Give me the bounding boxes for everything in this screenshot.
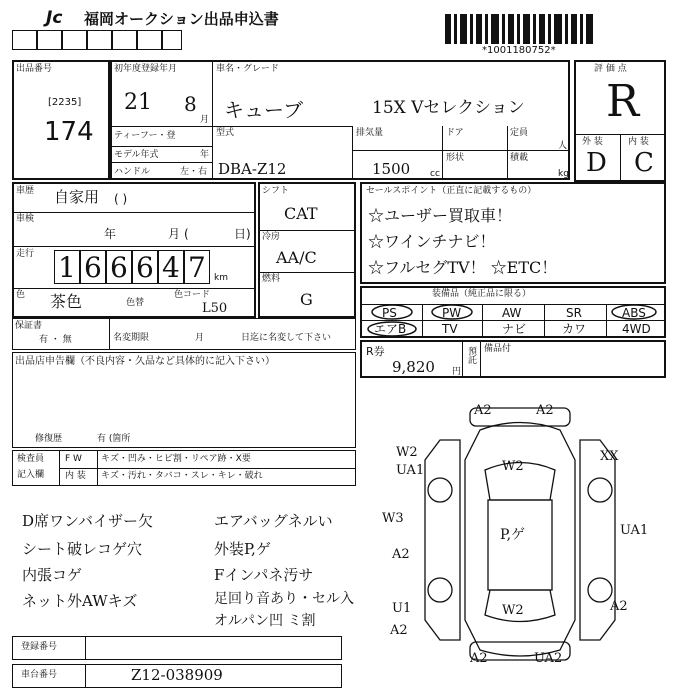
equip-airbag: エアB <box>374 322 407 336</box>
diagram-mark-15: A2 <box>470 651 488 666</box>
color-code: L50 <box>202 301 228 316</box>
interior-score: C <box>634 148 654 178</box>
equip-abs: ABS <box>622 306 646 320</box>
note-right-4: 足回り音あり・セル入 <box>214 591 354 607</box>
car-name: キューブ <box>224 98 303 122</box>
sales-point-2: ☆ワインチナビ！ <box>368 232 496 251</box>
note-left-3: 内張コゲ <box>22 566 83 584</box>
diagram-mark-4: UA1 <box>396 463 425 478</box>
mileage-digit-4: 6 <box>136 251 154 284</box>
diagram-mark-2: A2 <box>536 403 554 418</box>
specs-box <box>258 182 356 318</box>
car-grade: 15X Vセレクション <box>372 98 525 118</box>
equip-sr: SR <box>566 306 582 320</box>
lot-number: 174 <box>44 117 94 147</box>
note-right-3: Fインパネ汚サ <box>214 566 314 584</box>
reg-month: 8 <box>184 92 197 116</box>
mileage-digit-3: 6 <box>110 251 128 284</box>
equip-pw: PW <box>442 306 462 320</box>
fuel-value: G <box>300 290 313 309</box>
color-value: 茶色 <box>50 292 83 311</box>
sales-points-box <box>360 182 666 284</box>
diagram-mark-7: W3 <box>382 511 404 526</box>
sales-point-1: ☆ユーザー買取車！ <box>368 206 513 225</box>
diagram-mark-9: UA1 <box>620 523 649 538</box>
car-type-label: 型式 <box>216 128 235 138</box>
equipment-box <box>360 286 666 338</box>
fw-items: キズ・凹み・ヒビ割・リペア跡・X要 <box>101 454 251 464</box>
diagram-mark-8: P,ゲ <box>500 527 526 543</box>
warranty-options: 有 ・ 無 <box>39 335 72 345</box>
notes-label: 出品店申告欄（不良内容・久品など具体的に記入下さい） <box>15 356 275 367</box>
mileage-label: 走行 <box>16 249 35 259</box>
equipment-label: 装備品（純正品に限る） <box>432 289 532 299</box>
diagram-mark-5: XX <box>600 449 619 464</box>
exterior-score: D <box>586 148 607 178</box>
capacity-label: 定員 <box>510 128 529 138</box>
load-label: 積載 <box>510 153 529 163</box>
equip-ps: PS <box>382 306 397 320</box>
auction-logo: Jc <box>46 8 63 28</box>
diagram-mark-10: A2 <box>392 547 410 562</box>
lot-box <box>12 60 110 180</box>
recycle-unit: 円 <box>452 367 462 377</box>
sales-point-3: ☆フルセグTV！ ☆ETC！ <box>368 258 558 277</box>
barcode <box>445 14 595 44</box>
usage-box <box>12 182 256 318</box>
diagram-mark-1: A2 <box>474 403 492 418</box>
grade-label: 評 価 点 <box>594 64 627 74</box>
equip-tv: TV <box>442 322 458 336</box>
grade-box <box>574 60 666 182</box>
chassis-number: Z12-038909 <box>131 666 223 684</box>
note-right-2: 外装P,ゲ <box>214 540 271 558</box>
equip-4wd: 4WD <box>622 322 651 336</box>
equip-aw: AW <box>502 306 522 320</box>
diagram-mark-14: A2 <box>610 599 628 614</box>
mileage-digit-1: 1 <box>58 251 76 284</box>
reg-number-box <box>12 636 342 660</box>
teefu-label: ティーフー・登 <box>114 131 176 141</box>
diagram-mark-16: UA2 <box>534 651 563 666</box>
transfer-label: 名変期限 <box>113 333 150 343</box>
accessories-label: 備品付 <box>484 344 512 354</box>
mileage-digit-6: 7 <box>188 251 206 284</box>
repair-options: 有 (箇所 <box>97 434 131 444</box>
barcode-text: *1001180752* <box>482 45 556 56</box>
note-right-5: オルパン凹 ミ割 <box>214 613 316 629</box>
car-type: DBA-Z12 <box>218 160 287 178</box>
sales-points-label: セールスポイント（正直に記載するもの） <box>366 186 537 196</box>
interior-label: 内 装 <box>628 137 649 147</box>
mileage-digit-5: 4 <box>162 251 180 284</box>
diagram-mark-11: U1 <box>392 601 412 616</box>
inspection-month-unit: 月 <box>168 227 181 241</box>
report-label: 記入欄 <box>17 470 45 480</box>
diagram-mark-6: W2 <box>396 445 418 460</box>
equip-navi: ナビ <box>502 322 527 336</box>
usage-type: 自家用 <box>54 188 100 206</box>
model-year-unit: 年 <box>200 150 210 160</box>
diagram-mark-3: W2 <box>502 459 524 474</box>
cc-unit: cc <box>430 169 440 179</box>
aircon-value: AA/C <box>276 248 317 267</box>
door-label: ドア <box>446 128 464 138</box>
inspector-box <box>12 450 356 486</box>
fw-label: F W <box>65 454 82 464</box>
deposit-label: 預託 <box>466 346 476 364</box>
handle-options: 左・右 <box>180 167 208 177</box>
mileage-unit: km <box>214 273 228 283</box>
lot-label: 出品番号 <box>16 64 53 74</box>
cc-value: 1500 <box>372 160 411 178</box>
notes-box <box>12 352 356 448</box>
lot-small-number: [2235] <box>48 97 82 108</box>
color-code-label: 色コード <box>174 290 211 300</box>
transfer-box <box>12 318 356 350</box>
repair-label: 修復歴 <box>35 434 63 444</box>
diagram-mark-13: W2 <box>502 603 524 618</box>
inspector-label: 検査員 <box>17 454 45 464</box>
handle-label: ハンドル <box>114 167 151 177</box>
recycle-box <box>360 340 666 378</box>
fuel-label: 燃料 <box>262 274 281 284</box>
equipment-circles <box>362 304 666 338</box>
color-change-label: 色替 <box>126 298 145 308</box>
usage-paren: ( ) <box>114 192 128 206</box>
chassis-label: 車台番号 <box>21 670 58 680</box>
capacity-unit: 人 <box>558 141 568 151</box>
form-title: 福岡オークション出品申込書 <box>84 10 279 28</box>
inner-items: キズ・汚れ・タバコ・スレ・キレ・破れ <box>101 471 263 481</box>
transfer-month: 月 <box>195 333 205 343</box>
car-info-box <box>110 60 570 180</box>
note-left-4: ネット外AWキズ <box>22 592 138 610</box>
car-name-label: 車名・グレード <box>216 64 280 74</box>
load-unit: kg <box>558 169 569 179</box>
equip-leather: カワ <box>562 322 587 336</box>
mileage-digit-2: 6 <box>84 251 102 284</box>
inspection-label: 車検 <box>16 214 35 224</box>
exterior-label: 外 装 <box>582 137 603 147</box>
note-right-1: エアバッグネルい <box>214 512 333 530</box>
chassis-box <box>12 664 342 688</box>
reg-number-label: 登録番号 <box>21 642 58 652</box>
reg-month-unit: 月 <box>200 115 210 125</box>
reg-label: 初年度登録年月 <box>114 64 178 74</box>
transfer-note: 日迄に名変して下さい <box>241 333 332 343</box>
recycle-amount: 9,820 <box>392 358 435 376</box>
usage-type-label: 車歴 <box>16 186 35 196</box>
shift-label: シフト <box>262 186 290 196</box>
reg-year: 21 <box>124 90 152 115</box>
warranty-label: 保証書 <box>15 321 43 331</box>
grade-score: R <box>606 76 640 127</box>
inner-label: 内 装 <box>65 471 86 481</box>
cc-label: 排気量 <box>356 128 384 138</box>
model-year-label: モデル年式 <box>114 150 159 160</box>
inspection-year-unit: 年 <box>104 227 117 241</box>
inspection-paren-open: ( <box>184 227 189 241</box>
color-label: 色 <box>16 290 26 300</box>
diagram-mark-12: A2 <box>390 623 408 638</box>
recycle-label: R券 <box>366 345 385 358</box>
shift-value: CAT <box>284 204 318 223</box>
aircon-label: 冷房 <box>262 232 281 242</box>
shape-label: 形状 <box>446 153 465 163</box>
note-left-1: D席ワンバイザー欠 <box>22 512 153 530</box>
note-left-2: シート破レコゲ穴 <box>22 540 143 558</box>
inspection-day-unit: 日) <box>234 227 251 241</box>
